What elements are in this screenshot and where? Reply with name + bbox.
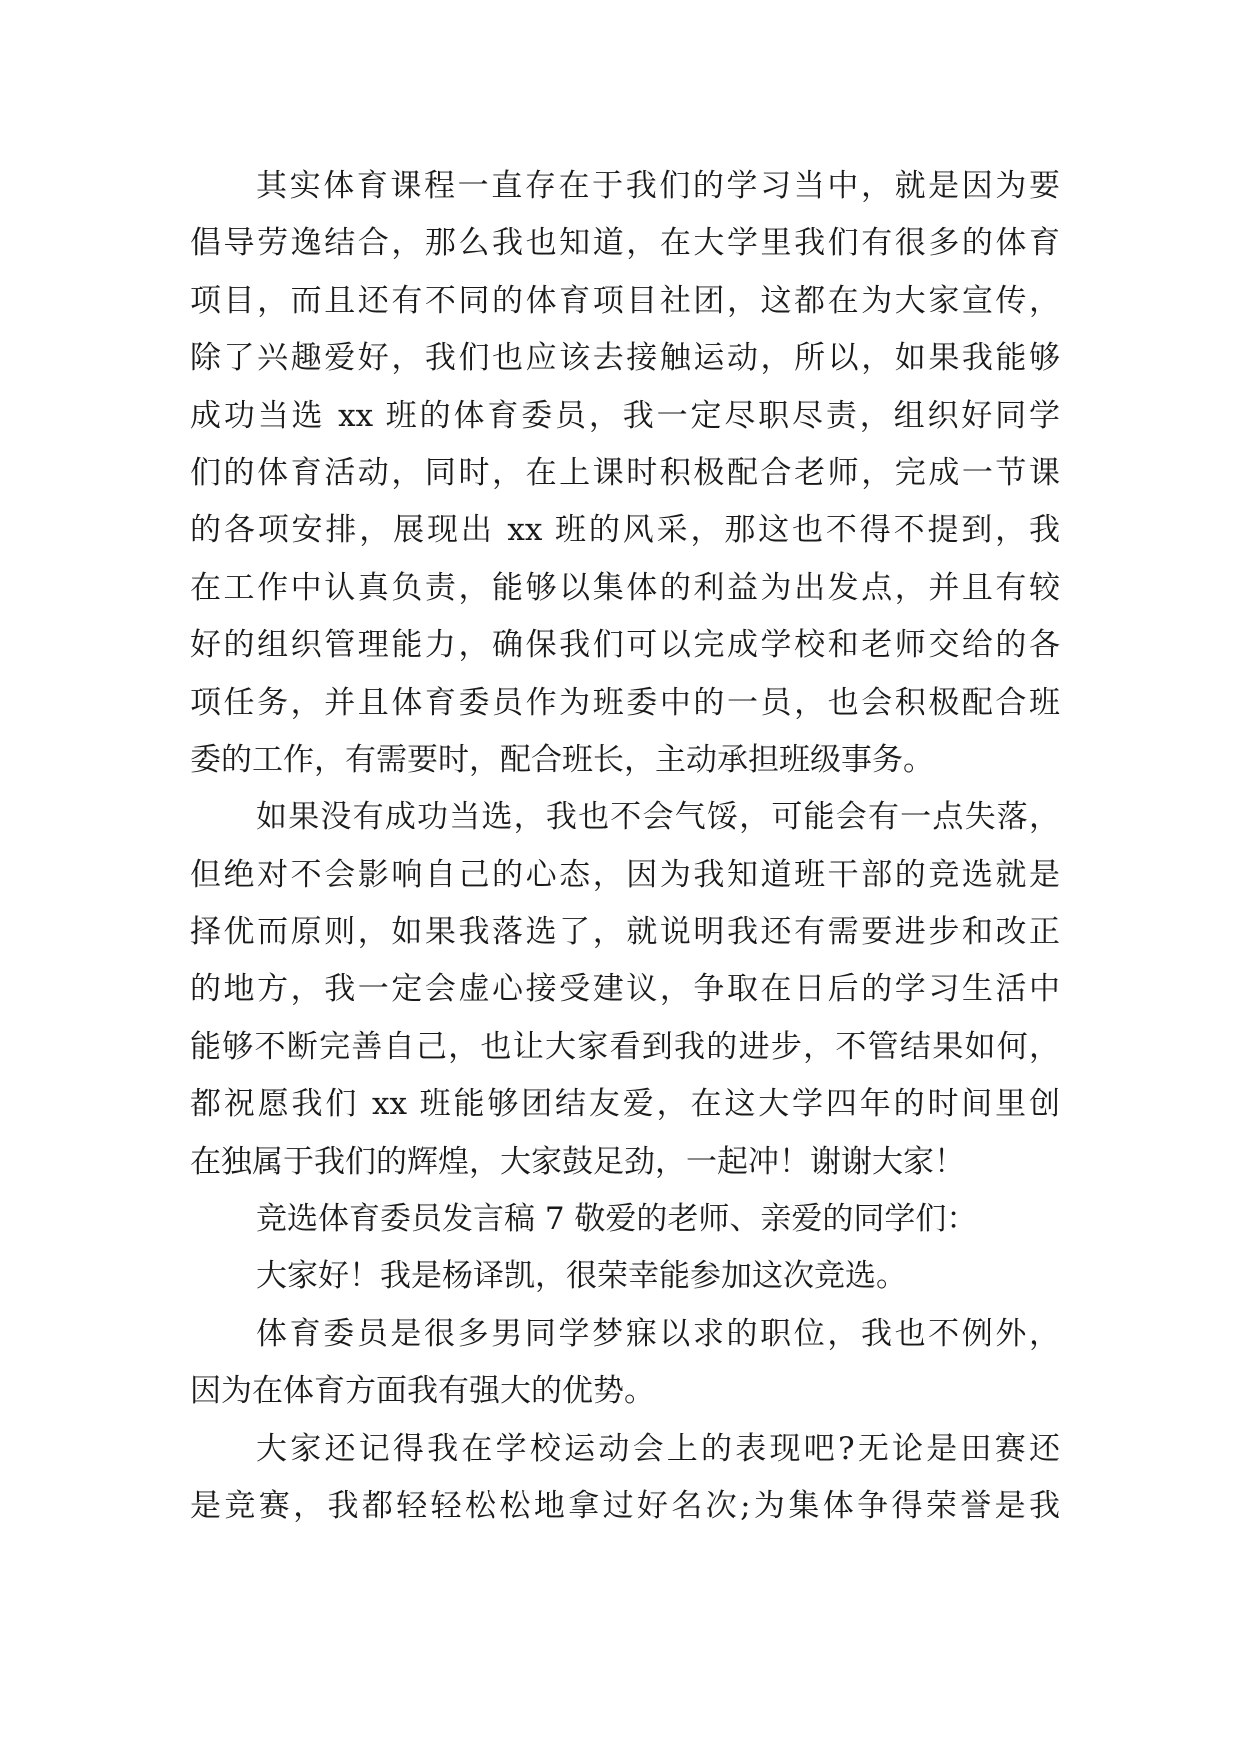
text-line: 但绝对不会影响自己的心态，因为我知道班干部的竞选就是: [190, 856, 1060, 893]
text-line: 在工作中认真负责，能够以集体的利益为出发点，并且有较: [190, 569, 1060, 606]
text-line: 委的工作，有需要时，配合班长，主动承担班级事务。: [190, 741, 934, 778]
text-line: 的各项安排，展现出 xx 班的风采，那这也不得不提到，我: [190, 512, 1060, 549]
text-line: 项目，而且还有不同的体育项目社团，这都在为大家宣传，: [190, 282, 1060, 319]
text-line: 因为在体育方面我有强大的优势。: [190, 1373, 655, 1410]
text-line: 是竞赛，我都轻轻松松地拿过好名次;为集体争得荣誉是我: [190, 1487, 1060, 1524]
text-line: 除了兴趣爱好，我们也应该去接触运动，所以，如果我能够: [190, 340, 1060, 377]
text-line: 的地方，我一定会虚心接受建议，争取在日后的学习生活中: [190, 971, 1060, 1008]
text-line: 项任务，并且体育委员作为班委中的一员，也会积极配合班: [190, 684, 1060, 721]
text-line: 在独属于我们的辉煌，大家鼓足劲，一起冲！谢谢大家！: [190, 1143, 965, 1180]
text-line: 如果没有成功当选，我也不会气馁，可能会有一点失落，: [256, 799, 1060, 836]
text-line: 择优而原则，如果我落选了，就说明我还有需要进步和改正: [190, 914, 1060, 951]
text-line: 其实体育课程一直存在于我们的学习当中，就是因为要: [256, 168, 1060, 204]
text-line: 体育委员是很多男同学梦寐以求的职位，我也不例外，: [256, 1315, 1060, 1352]
text-line: 大家好！我是杨译凯，很荣幸能参加这次竞选。: [256, 1258, 907, 1295]
text-line: 大家还记得我在学校运动会上的表现吧?无论是田赛还: [256, 1430, 1060, 1467]
text-line: 竞选体育委员发言稿 7 敬爱的老师、亲爱的同学们：: [256, 1201, 978, 1238]
text-line: 都祝愿我们 xx 班能够团结友爱，在这大学四年的时间里创: [190, 1086, 1060, 1123]
text-line: 倡导劳逸结合，那么我也知道，在大学里我们有很多的体育: [190, 225, 1060, 262]
text-line: 能够不断完善自己，也让大家看到我的进步，不管结果如何，: [190, 1028, 1060, 1065]
text-line: 好的组织管理能力，确保我们可以完成学校和老师交给的各: [190, 627, 1060, 664]
text-line: 们的体育活动，同时，在上课时积极配合老师，完成一节课: [190, 454, 1060, 491]
body-text: [190, 158, 1060, 1535]
text-line: 成功当选 xx 班的体育委员，我一定尽职尽责，组织好同学: [190, 397, 1060, 434]
